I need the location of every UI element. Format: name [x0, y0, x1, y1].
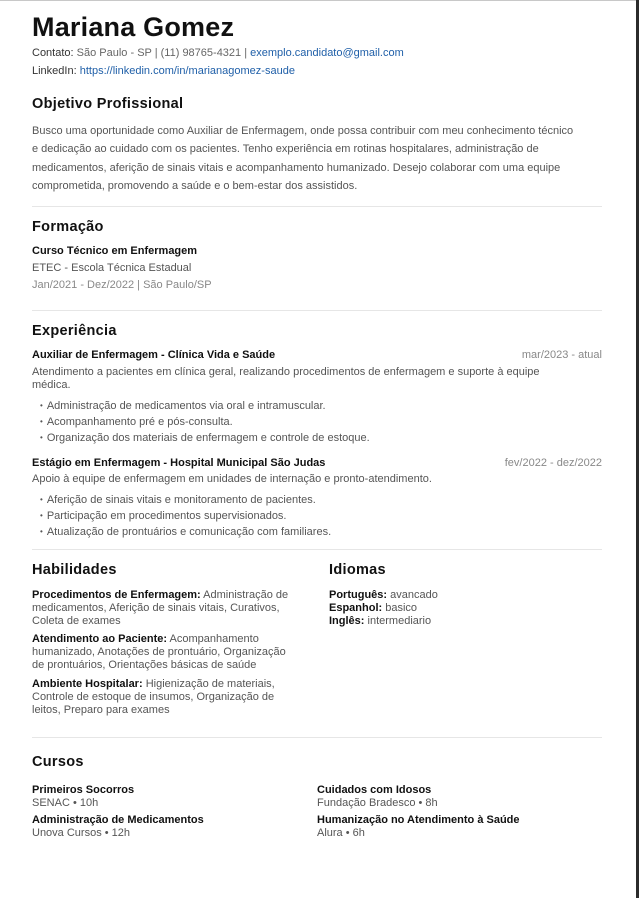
language-level: basico — [385, 602, 418, 614]
linkedin-label: LinkedIn: — [32, 65, 77, 77]
job-description: Apoio à equipe de enfermagem em unidades de internação e pronto-atendimento. — [32, 473, 432, 485]
skill-group — [32, 633, 304, 672]
linkedin-link[interactable]: https://linkedin.com/in/marianagomez-saude — [79, 65, 295, 77]
contact-line — [32, 47, 404, 59]
list-item: • Acompanhamento pré e pós-consulta. — [40, 414, 370, 430]
course-item — [32, 784, 302, 810]
skill-group-label: Atendimento ao Paciente: — [32, 633, 168, 645]
skill-group-items: Administração de — [203, 589, 289, 601]
course-item — [32, 814, 302, 840]
job-date: mar/2023 - atual — [521, 349, 602, 361]
courses-title: Cursos — [32, 754, 84, 770]
languages-title: Idiomas — [329, 562, 386, 578]
skill-group-label: Procedimentos de Enfermagem: — [32, 589, 201, 601]
job-description: Atendimento a pacientes em clínica geral, realizando procedimentos de enfermagem e suporte à equipe — [32, 366, 540, 378]
skill-group-items-cont: humanizado, Anotações de prontuário, Organização — [32, 646, 286, 658]
divider — [32, 310, 602, 311]
language-item — [329, 615, 599, 628]
objective-line: comprometida, promovendo a saúde e o bem-estar dos assistidos. — [32, 180, 358, 193]
objective-line: Busco uma oportunidade como Auxiliar de Enfermagem, onde possa contribuir com meu conhecimento técnico — [32, 125, 574, 137]
contact-location-phone: São Paulo - SP | (11) 98765-4321 | — [76, 47, 248, 59]
skill-group-items-cont: medicamentos, Aferição de sinais vitais, Curativos, — [32, 602, 280, 614]
skills-title: Habilidades — [32, 562, 117, 578]
divider — [32, 549, 602, 550]
course-name: Primeiros Socorros — [32, 784, 135, 796]
language-name: Inglês: — [329, 615, 365, 627]
divider — [32, 206, 602, 207]
objective-title: Objetivo Profissional — [32, 96, 184, 112]
course-meta: Alura • 6h — [317, 827, 365, 839]
list-item: • Aferição de sinais vitais e monitoramento de pacientes. — [40, 492, 331, 508]
language-item — [329, 602, 599, 615]
languages-list — [329, 589, 599, 628]
skill-group-items: Acompanhamento — [169, 633, 259, 645]
objective-line: medicamentos, aferição de sinais vitais e acompanhamento humanizado. Desejo colaborar com uma equipe — [32, 161, 561, 174]
course-name: Humanização no Atendimento à Saúde — [317, 814, 520, 826]
list-item: • Organização dos materiais de enfermagem e controle de estoque. — [40, 430, 370, 446]
experience-title: Experiência — [32, 323, 117, 339]
skill-group-label: Ambiente Hospitalar: — [32, 678, 143, 690]
objective-line: e dedicação ao cuidado com os pacientes. Tenho experiência em rotinas hospitalares, administração de — [32, 143, 539, 156]
skill-group — [32, 589, 304, 628]
education-period: Jan/2021 - Dez/2022 | São Paulo/SP — [32, 279, 212, 291]
language-level: intermediario — [367, 615, 432, 627]
course-item — [317, 784, 602, 810]
skill-group — [32, 678, 304, 717]
list-item: • Administração de medicamentos via oral e intramuscular. — [40, 398, 370, 414]
course-meta: SENAC • 10h — [32, 797, 99, 809]
education-course: Curso Técnico em Enfermagem — [32, 245, 198, 257]
job-description-cont: médica. — [32, 379, 71, 391]
linkedin-line — [32, 65, 295, 77]
skill-group-items-cont: de prontuários, Orientações básicas de saúde — [32, 659, 257, 671]
objective-text — [32, 122, 602, 196]
divider — [32, 737, 602, 738]
candidate-name: Mariana Gomez — [32, 12, 235, 42]
email-link[interactable]: exemplo.candidato@gmail.com — [250, 47, 404, 59]
job-bullets — [40, 492, 331, 540]
language-name: Espanhol: — [329, 602, 383, 614]
education-school: ETEC - Escola Técnica Estadual — [32, 262, 192, 274]
contact-label: Contato: — [32, 47, 74, 59]
language-name: Português: — [329, 589, 388, 601]
education-title: Formação — [32, 219, 104, 235]
job-date: fev/2022 - dez/2022 — [504, 457, 602, 469]
skill-group-items-cont: leitos, Preparo para exames — [32, 704, 170, 716]
skill-group-items-cont: Controle de estoque de insumos, Organização de — [32, 691, 275, 703]
skill-group-items: Higienização de materiais, — [145, 678, 275, 690]
course-name: Administração de Medicamentos — [32, 814, 204, 826]
course-meta: Fundação Bradesco • 8h — [317, 797, 438, 809]
job-bullets — [40, 398, 370, 446]
list-item: • Atualização de prontuários e comunicação com familiares. — [40, 524, 331, 540]
course-item — [317, 814, 602, 840]
course-meta: Unova Cursos • 12h — [32, 827, 131, 839]
job-role: Auxiliar de Enfermagem - Clínica Vida e Saúde — [32, 349, 276, 361]
language-level: avancado — [390, 589, 438, 601]
page-top-border — [0, 0, 639, 1]
course-name: Cuidados com Idosos — [317, 784, 432, 796]
skill-group-items-cont: Coleta de exames — [32, 615, 121, 627]
job-role: Estágio em Enfermagem - Hospital Municipal São Judas — [32, 457, 326, 469]
language-item — [329, 589, 599, 602]
list-item: • Participação em procedimentos supervisionados. — [40, 508, 331, 524]
